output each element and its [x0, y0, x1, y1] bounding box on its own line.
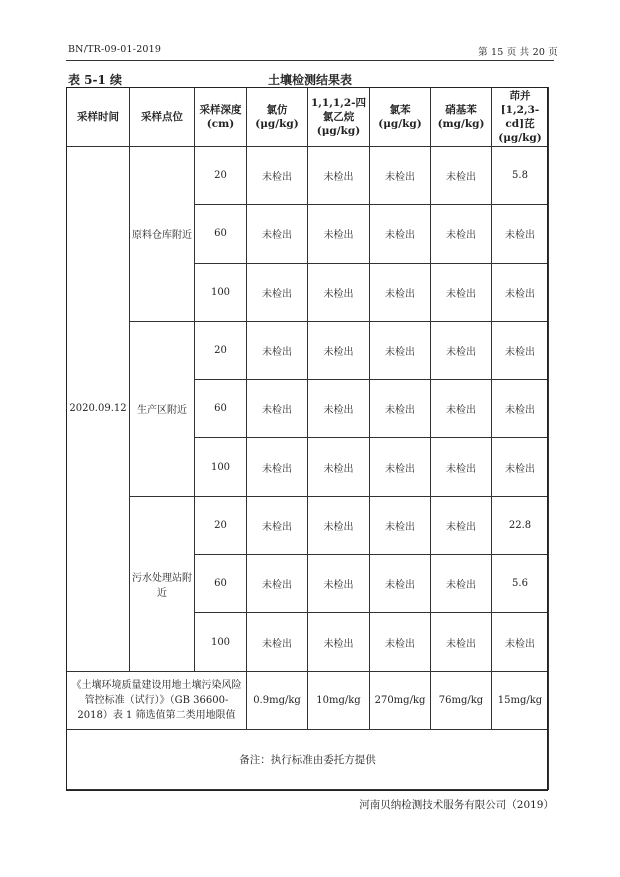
chlorobenzene-value-cell: 未检出 [370, 147, 431, 205]
col-sampling-time: 采样时间 [67, 88, 130, 147]
nitrobenzene-value-cell: 未检出 [431, 147, 492, 205]
chloroform-value-cell: 未检出 [247, 380, 308, 438]
indenopyrene-value-cell: 5.8 [492, 147, 549, 205]
nitrobenzene-value-cell: 未检出 [431, 555, 492, 613]
chlorobenzene-value-cell: 未检出 [370, 321, 431, 379]
depth-cell: 100 [195, 263, 247, 321]
col-depth: 采样深度(cm) [195, 88, 247, 147]
chloroform-value-cell: 未检出 [247, 555, 308, 613]
chloroform-value-cell: 未检出 [247, 205, 308, 263]
indenopyrene-value-cell: 未检出 [492, 321, 549, 379]
indenopyrene-value-cell: 未检出 [492, 380, 549, 438]
tetrachloroethane-value-cell: 未检出 [308, 613, 370, 671]
col-sampling-point: 采样点位 [130, 88, 195, 147]
standard-limit-indenopyrene: 15mg/kg [492, 671, 549, 729]
nitrobenzene-value-cell: 未检出 [431, 438, 492, 496]
table-caption: 表 5-1 续 [68, 73, 123, 87]
page-number: 第 15 页 共 20 页 [478, 47, 558, 58]
chloroform-value-cell: 未检出 [247, 263, 308, 321]
results-table [66, 87, 549, 790]
depth-cell: 20 [195, 147, 247, 205]
depth-cell: 60 [195, 380, 247, 438]
indenopyrene-value-cell: 22.8 [492, 496, 549, 554]
indenopyrene-value-cell: 5.6 [492, 555, 549, 613]
sampling-point-cell: 生产区附近 [130, 321, 195, 496]
header-row [67, 88, 549, 147]
nitrobenzene-value-cell: 未检出 [431, 380, 492, 438]
standard-limit-tetrachloroethane: 10mg/kg [308, 671, 370, 729]
chloroform-value-cell: 未检出 [247, 321, 308, 379]
company-footer: 河南贝纳检测技术服务有限公司（2019） [359, 799, 554, 811]
standard-limit-chlorobenzene: 270mg/kg [370, 671, 431, 729]
tetrachloroethane-value-cell: 未检出 [308, 321, 370, 379]
table-row [67, 321, 549, 379]
standard-label-cell: 《土壤环境质量建设用地土壤污染风险管控标准（试行）》（GB 36600-2018）表 1 筛选值第二类用地限值 [67, 671, 247, 729]
tetrachloroethane-value-cell: 未检出 [308, 555, 370, 613]
chlorobenzene-value-cell: 未检出 [370, 496, 431, 554]
chlorobenzene-value-cell: 未检出 [370, 205, 431, 263]
chlorobenzene-value-cell: 未检出 [370, 438, 431, 496]
table-title: 土壤检测结果表 [267, 73, 352, 87]
chloroform-value-cell: 未检出 [247, 496, 308, 554]
indenopyrene-value-cell: 未检出 [492, 263, 549, 321]
depth-cell: 20 [195, 496, 247, 554]
note-row [67, 729, 549, 789]
note-cell: 备注：执行标准由委托方提供 [67, 729, 549, 789]
chlorobenzene-value-cell: 未检出 [370, 380, 431, 438]
tetrachloroethane-value-cell: 未检出 [308, 380, 370, 438]
col-tetrachloroethane: 1,1,1,2-四氯乙烷(μg/kg) [308, 88, 370, 147]
tetrachloroethane-value-cell: 未检出 [308, 438, 370, 496]
nitrobenzene-value-cell: 未检出 [431, 613, 492, 671]
tetrachloroethane-value-cell: 未检出 [308, 147, 370, 205]
nitrobenzene-value-cell: 未检出 [431, 321, 492, 379]
tetrachloroethane-value-cell: 未检出 [308, 205, 370, 263]
table-row [67, 496, 549, 554]
nitrobenzene-value-cell: 未检出 [431, 205, 492, 263]
chloroform-value-cell: 未检出 [247, 613, 308, 671]
standard-row [67, 671, 549, 729]
depth-cell: 60 [195, 205, 247, 263]
header-divider [66, 60, 554, 61]
chlorobenzene-value-cell: 未检出 [370, 613, 431, 671]
doc-number: BN/TR-09-01-2019 [68, 44, 162, 55]
depth-cell: 100 [195, 613, 247, 671]
indenopyrene-value-cell: 未检出 [492, 613, 549, 671]
sampling-point-cell: 原料仓库附近 [130, 147, 195, 322]
tetrachloroethane-value-cell: 未检出 [308, 263, 370, 321]
depth-cell: 20 [195, 321, 247, 379]
chlorobenzene-value-cell: 未检出 [370, 263, 431, 321]
col-indenopyrene: 茚并[1,2,3-cd]芘(μg/kg) [492, 88, 549, 147]
standard-limit-chloroform: 0.9mg/kg [247, 671, 308, 729]
sampling-date-cell: 2020.09.12 [67, 147, 130, 672]
indenopyrene-value-cell: 未检出 [492, 438, 549, 496]
indenopyrene-value-cell: 未检出 [492, 205, 549, 263]
nitrobenzene-value-cell: 未检出 [431, 496, 492, 554]
col-nitrobenzene: 硝基苯(mg/kg) [431, 88, 492, 147]
table-row [67, 147, 549, 205]
depth-cell: 100 [195, 438, 247, 496]
tetrachloroethane-value-cell: 未检出 [308, 496, 370, 554]
standard-limit-nitrobenzene: 76mg/kg [431, 671, 492, 729]
chloroform-value-cell: 未检出 [247, 438, 308, 496]
nitrobenzene-value-cell: 未检出 [431, 263, 492, 321]
sampling-point-cell: 污水处理站附近 [130, 496, 195, 671]
col-chlorobenzene: 氯苯(μg/kg) [370, 88, 431, 147]
chlorobenzene-value-cell: 未检出 [370, 555, 431, 613]
col-chloroform: 氯仿(μg/kg) [247, 88, 308, 147]
depth-cell: 60 [195, 555, 247, 613]
chloroform-value-cell: 未检出 [247, 147, 308, 205]
